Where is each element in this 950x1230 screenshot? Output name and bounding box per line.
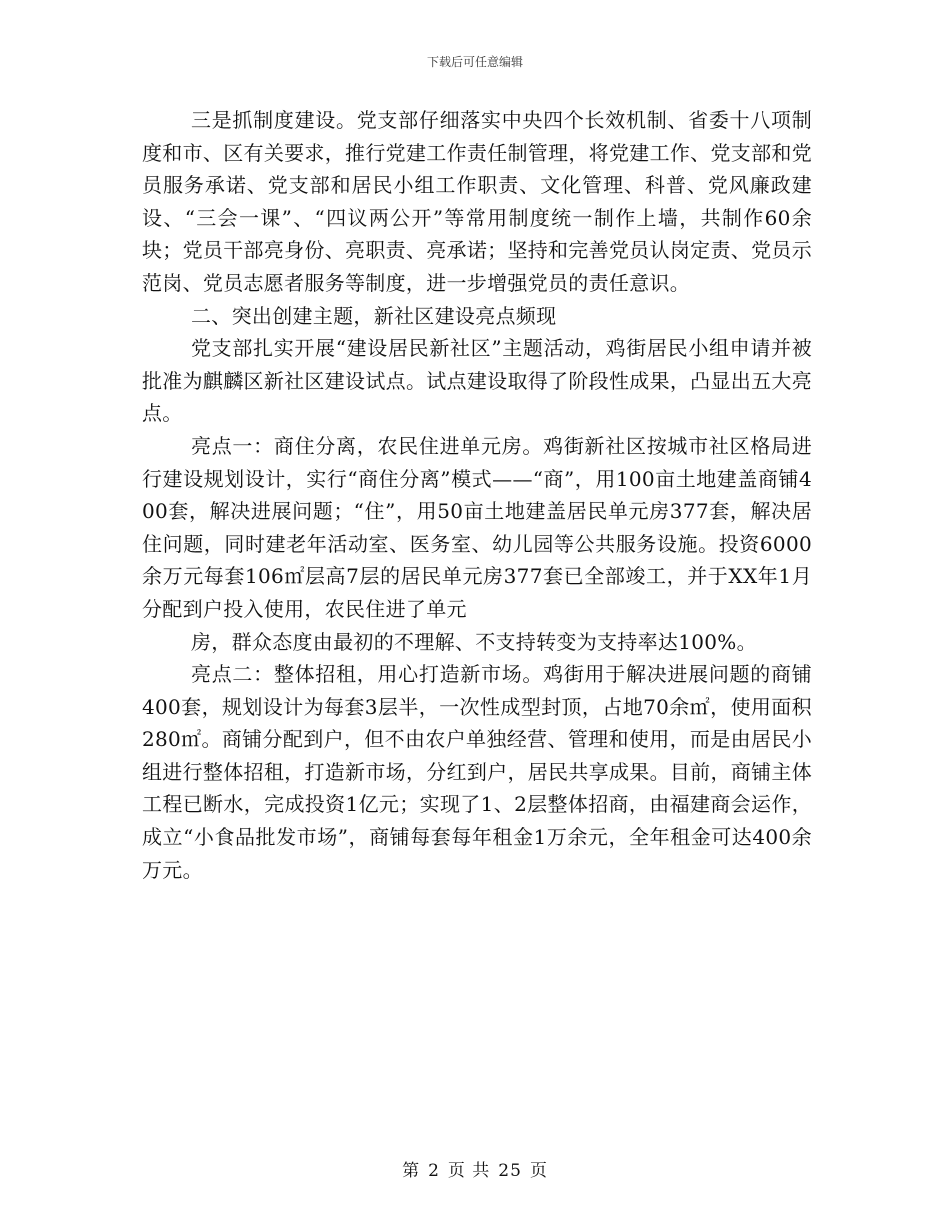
footer-page-number: 2: [428, 1161, 440, 1181]
page-header: 下载后可任意编辑: [426, 55, 523, 69]
footer-total-pages: 25: [498, 1161, 522, 1181]
document-body: [142, 104, 812, 886]
footer-middle: 页 共: [447, 1161, 491, 1181]
paragraph-highlight-one: 亮点一：商住分离，农民住进单元房。鸡街新社区按城市社区格局进行建设规划设计，实行“商住分离”模式——“商”，用100亩土地建盖商铺400套，解决进展问题；“住”，用50亩土地建盖居民单元房377套，解决居住问题，同时建老年活动室、医务室、幼儿园等公共服务设施。投资6000余万元每套106㎡层高7层的居民单元房377套已全部竣工，并于XX年1月分配到户投入使用，农民住进了单元: [142, 433, 812, 621]
page-footer: [0, 1156, 950, 1181]
paragraph-highlight-one-cont: 房，群众态度由最初的不理解、不支持转变为支持率达100%。: [191, 629, 757, 654]
section-heading: 二、突出创建主题，新社区建设亮点频现: [191, 303, 557, 328]
footer-prefix: 第: [402, 1161, 421, 1181]
footer-suffix: 页: [529, 1161, 548, 1181]
paragraph-theme-activity: 党支部扎实开展“建设居民新社区”主题活动，鸡街居民小组申请并被批准为麒麟区新社区建设试点。试点建设取得了阶段性成果，凸显出五大亮点。: [142, 336, 812, 426]
paragraph-highlight-two: 亮点二：整体招租，用心打造新市场。鸡街用于解决进展问题的商铺400套，规划设计为每套3层半，一次性成型封顶，占地70余㎡，使用面积280㎡。商铺分配到户，但不由农户单独经营、管理和使用，而是由居民小组进行整体招租，打造新市场，分红到户，居民共享成果。目前，商铺主体工程已断水，完成投资1亿元；实现了1、2层整体招商，由福建商会运作，成立“小食品批发市场”，商铺每套每年租金1万余元，全年租金可达400余万元。: [142, 662, 812, 882]
paragraph-system-building: 三是抓制度建设。党支部仔细落实中央四个长效机制、省委十八项制度和市、区有关要求，推行党建工作责任制管理，将党建工作、党支部和党员服务承诺、党支部和居民小组工作职责、文化管理、科普、党风廉政建设、“三会一课”、“四议两公开”等常用制度统一制作上墙，共制作60余块；党员干部亮身份、亮职责、亮承诺；坚持和完善党员认岗定责、党员示范岗、党员志愿者服务等制度，进一步增强党员的责任意识。: [142, 108, 812, 295]
